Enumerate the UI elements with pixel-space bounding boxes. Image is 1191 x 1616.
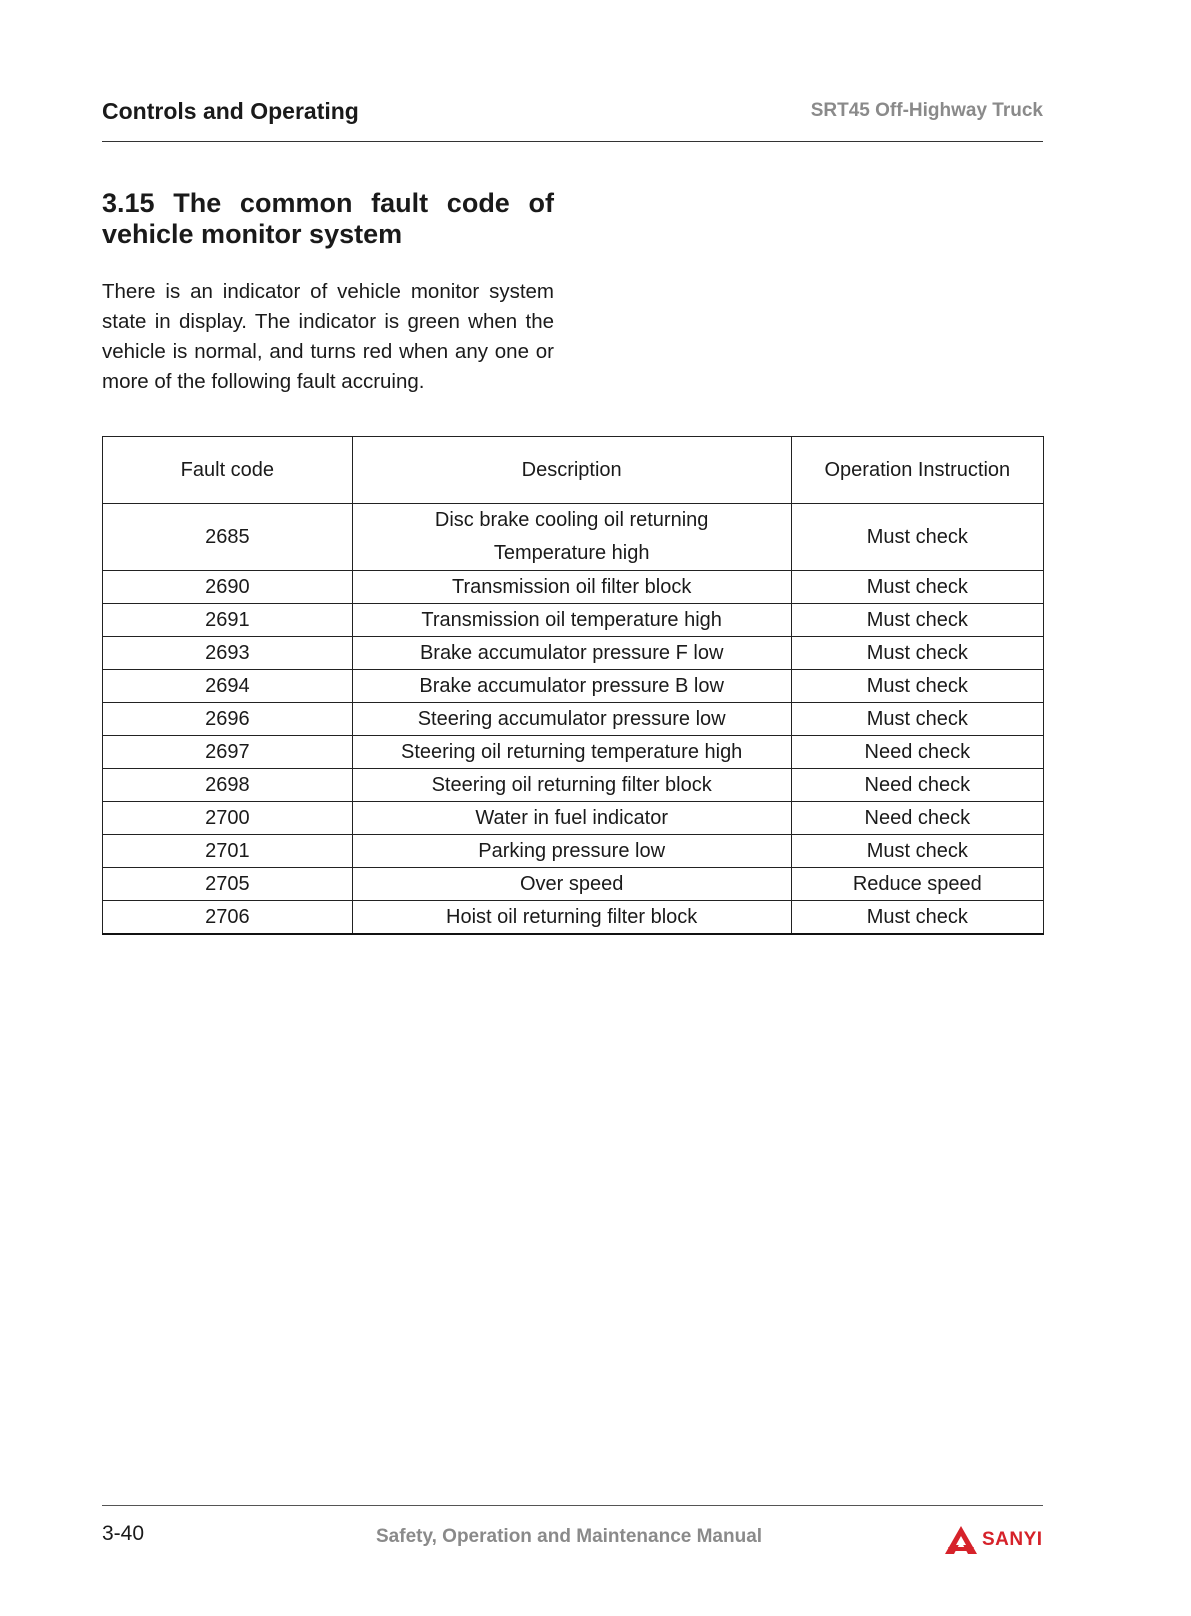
operation-cell: Must check — [791, 637, 1043, 670]
header-description: Description — [352, 437, 791, 504]
table-row — [103, 868, 1044, 901]
description-line-2: Temperature high — [493, 542, 650, 564]
manual-title: Safety, Operation and Maintenance Manual — [376, 1526, 763, 1547]
sanyi-logo-icon — [944, 1525, 978, 1555]
operation-cell: Must check — [791, 571, 1043, 604]
table-header-row — [103, 437, 1044, 504]
operation-cell: Need check — [791, 769, 1043, 802]
brand-logo — [944, 1525, 1043, 1555]
operation-cell: Need check — [791, 802, 1043, 835]
section-title-line-2: vehicle monitor system — [102, 219, 403, 249]
section-title-line-1: 3.15 The common fault code of — [102, 188, 554, 218]
operation-cell: Must check — [791, 504, 1043, 571]
fault-code-table — [102, 436, 1044, 935]
operation-cell: Need check — [791, 736, 1043, 769]
fault-code-cell: 2693 — [103, 637, 353, 670]
fault-code-cell: 2701 — [103, 835, 353, 868]
intro-paragraph: There is an indicator of vehicle monitor system state in display. The indicator is green when the vehicle is normal, and turns red when any one or more of the following fault accruing. — [102, 280, 554, 393]
header-fault-code: Fault code — [103, 437, 353, 504]
chapter-title: Controls and Operating — [102, 98, 359, 124]
description-cell — [352, 504, 791, 571]
fault-code-cell: 2696 — [103, 703, 353, 736]
table-row — [103, 571, 1044, 604]
table-row — [103, 736, 1044, 769]
footer-divider — [102, 1505, 1043, 1506]
description-cell: Parking pressure low — [352, 835, 791, 868]
fault-code-cell: 2690 — [103, 571, 353, 604]
description-cell: Brake accumulator pressure B low — [352, 670, 791, 703]
description-cell: Hoist oil returning filter block — [352, 901, 791, 935]
description-cell: Steering oil returning filter block — [352, 769, 791, 802]
fault-code-cell: 2700 — [103, 802, 353, 835]
table-row — [103, 901, 1044, 935]
product-name: SRT45 Off-Highway Truck — [810, 100, 1043, 121]
table-row — [103, 769, 1044, 802]
table-row — [103, 802, 1044, 835]
fault-code-cell: 2697 — [103, 736, 353, 769]
fault-code-cell: 2705 — [103, 868, 353, 901]
fault-code-cell: 2706 — [103, 901, 353, 935]
operation-cell: Must check — [791, 835, 1043, 868]
table-row — [103, 504, 1044, 571]
table-row — [103, 670, 1044, 703]
operation-cell: Must check — [791, 670, 1043, 703]
page-number: 3-40 — [102, 1522, 145, 1545]
description-line-1: Disc brake cooling oil returning — [434, 509, 709, 531]
fault-code-cell: 2685 — [103, 504, 353, 571]
description-cell: Over speed — [352, 868, 791, 901]
operation-cell: Must check — [791, 703, 1043, 736]
table-row — [103, 703, 1044, 736]
fault-code-cell: 2694 — [103, 670, 353, 703]
description-cell: Water in fuel indicator — [352, 802, 791, 835]
brand-name: SANYI — [982, 1529, 1043, 1550]
table-row — [103, 835, 1044, 868]
section-title — [102, 188, 554, 250]
description-cell: Steering oil returning temperature high — [352, 736, 791, 769]
description-cell: Transmission oil temperature high — [352, 604, 791, 637]
header-divider — [102, 141, 1043, 142]
operation-cell: Reduce speed — [791, 868, 1043, 901]
fault-code-cell: 2698 — [103, 769, 353, 802]
fault-code-cell: 2691 — [103, 604, 353, 637]
description-cell: Brake accumulator pressure F low — [352, 637, 791, 670]
table-row — [103, 637, 1044, 670]
description-cell: Transmission oil filter block — [352, 571, 791, 604]
header-operation-instruction: Operation Instruction — [791, 437, 1043, 504]
description-cell: Steering accumulator pressure low — [352, 703, 791, 736]
operation-cell: Must check — [791, 604, 1043, 637]
table-row — [103, 604, 1044, 637]
operation-cell: Must check — [791, 901, 1043, 935]
